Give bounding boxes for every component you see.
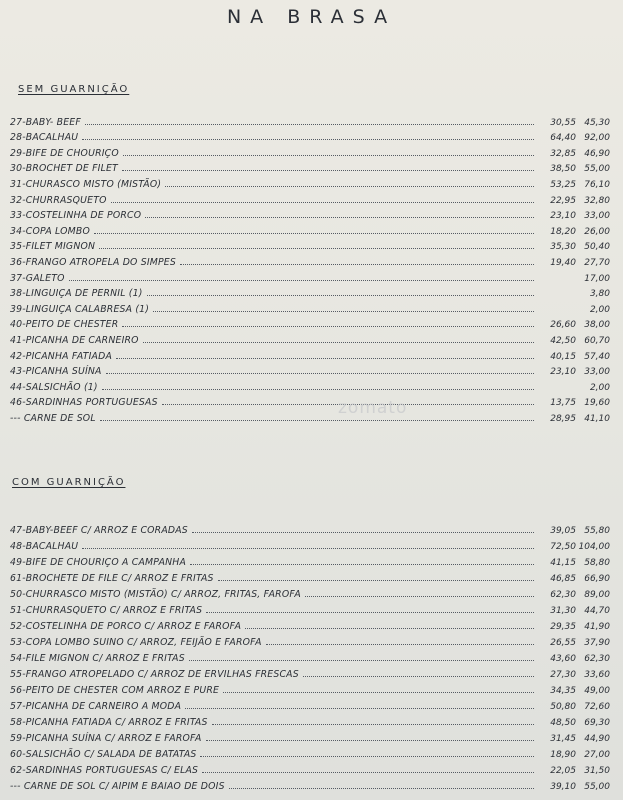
menu-item-price-half: 35,30	[550, 242, 576, 253]
menu-item-price-full: 57,40	[584, 351, 610, 362]
menu-item-price-half: 53,25	[550, 179, 576, 190]
dot-leader	[122, 169, 534, 171]
menu-item-price-full: 92,00	[584, 133, 610, 144]
menu-item-price-half: 72,50	[550, 542, 576, 552]
menu-item	[10, 315, 610, 331]
dot-leader	[116, 357, 534, 359]
menu-item-price-half: 26,60	[550, 320, 576, 331]
menu-item-price-half: 43,60	[550, 654, 576, 664]
dot-leader	[206, 739, 534, 741]
menu-item-name: 40-PEITO DE CHESTER	[10, 319, 119, 331]
dot-leader	[180, 263, 534, 265]
menu-item-price-half: 30,55	[550, 117, 576, 128]
menu-item	[10, 112, 610, 128]
menu-item	[10, 159, 610, 175]
menu-item-price-full: 38,00	[584, 320, 610, 331]
dot-leader	[212, 723, 534, 725]
menu-item	[10, 408, 610, 424]
menu-item-price-full: 62,30	[584, 654, 610, 664]
menu-item-price-full: 27,70	[584, 257, 610, 268]
menu-item-price-full: 33,60	[584, 670, 610, 680]
menu-item	[10, 568, 610, 584]
menu-item-name: 61-BROCHETE DE FILE C/ ARROZ E FRITAS	[10, 573, 214, 584]
menu-item-price-half: 28,95	[550, 413, 576, 424]
menu-item-price-full: 44,70	[584, 606, 610, 616]
menu-item	[10, 632, 610, 648]
menu-item-price-half: 31,30	[550, 606, 576, 616]
menu-item-price-full: 58,80	[584, 558, 610, 568]
menu-item-price-full: 41,90	[584, 622, 610, 632]
menu-item-price-half: 23,10	[550, 211, 576, 222]
menu-item-name: 55-FRANGO ATROPELADO C/ ARROZ DE ERVILHAS FRESCAS	[10, 669, 299, 680]
menu-item	[10, 330, 610, 346]
menu-item-name: 51-CHURRASQUETO C/ ARROZ E FRITAS	[10, 605, 203, 616]
menu-title: NA BRASA	[226, 6, 397, 28]
dot-leader	[85, 123, 534, 125]
menu-item-name: --- CARNE DE SOL C/ AIPIM E BAIAO DE DOIS	[10, 781, 225, 792]
menu-item	[10, 760, 610, 776]
menu-item-price-half: 42,50	[550, 335, 576, 346]
menu-item	[10, 776, 610, 792]
dot-leader	[94, 232, 534, 234]
menu-item	[10, 190, 610, 206]
menu-item	[10, 174, 610, 190]
dot-leader	[229, 787, 534, 789]
dot-leader	[266, 643, 534, 645]
menu-item-name: 50-CHURRASCO MISTO (MISTÃO) C/ ARROZ, FRITAS, FAROFA	[10, 589, 301, 600]
dot-leader	[123, 154, 534, 156]
menu-item-price-full: 46,90	[584, 148, 610, 159]
menu-item-price-full: 27,00	[584, 750, 610, 760]
menu-item-price-half: 13,75	[550, 398, 576, 409]
menu-list-sem-guarnicao	[10, 112, 610, 424]
menu-item-name: 52-COSTELINHA DE PORCO C/ ARROZ E FAROFA	[10, 621, 242, 632]
menu-item-price-half: 27,30	[550, 670, 576, 680]
menu-item-name: 60-SALSICHÃO C/ SALADA DE BATATAS	[10, 749, 197, 760]
menu-item-name: 44-SALSICHÃO (1)	[10, 381, 98, 393]
dot-leader	[143, 341, 534, 343]
menu-item-price-full: 60,70	[584, 335, 610, 346]
menu-item-name: 30-BROCHET DE FILET	[10, 163, 118, 175]
dot-leader	[192, 531, 534, 533]
menu-item-price-half: 18,20	[550, 226, 576, 237]
menu-item-name: 49-BIFE DE CHOURIÇO A CAMPANHA	[10, 557, 187, 568]
menu-item-price-half: 19,40	[550, 257, 576, 268]
menu-item	[10, 728, 610, 744]
menu-item	[10, 268, 610, 284]
menu-item	[10, 680, 610, 696]
menu-item-price-half: 22,05	[550, 766, 576, 776]
menu-item	[10, 393, 610, 409]
menu-item-price-half: 50,80	[550, 702, 576, 712]
menu-item-price-half: 34,35	[550, 686, 576, 696]
menu-item-name: 59-PICANHA SUÍNA C/ ARROZ E FAROFA	[10, 733, 202, 744]
menu-item-name: 32-CHURRASQUETO	[10, 194, 107, 206]
menu-item-name: 62-SARDINHAS PORTUGUESAS C/ ELAS	[10, 765, 199, 776]
menu-item-name: --- CARNE DE SOL	[10, 412, 96, 424]
menu-item-name: 28-BACALHAU	[10, 132, 79, 144]
menu-item-price-full: 33,00	[584, 211, 610, 222]
menu-item-name: 43-PICANHA SUÍNA	[10, 366, 102, 378]
menu-item-name: 54-FILE MIGNON C/ ARROZ E FRITAS	[10, 653, 185, 664]
menu-item	[10, 696, 610, 712]
menu-item-name: 58-PICANHA FATIADA C/ ARROZ E FRITAS	[10, 717, 208, 728]
menu-item	[10, 648, 610, 664]
menu-item-price-full: 44,90	[584, 734, 610, 744]
menu-item-price-full: 17,00	[584, 273, 610, 284]
menu-item-price-half: 62,30	[550, 590, 576, 600]
menu-item-name: 29-BIFE DE CHOURIÇO	[10, 147, 119, 159]
menu-item-price-half: 18,90	[550, 750, 576, 760]
menu-item-price-full: 69,30	[584, 718, 610, 728]
menu-item-name: 48-BACALHAU	[10, 541, 79, 552]
dot-leader	[165, 185, 534, 187]
menu-item	[10, 377, 610, 393]
menu-item-price-half: 39,05	[550, 526, 576, 536]
menu-item	[10, 552, 610, 568]
watermark: zomato	[338, 398, 408, 418]
menu-item-name: 53-COPA LOMBO SUINO C/ ARROZ, FEIJÃO E FAROFA	[10, 637, 262, 648]
menu-item-price-half: 41,15	[550, 558, 576, 568]
menu-item	[10, 616, 610, 632]
menu-item-name: 42-PICANHA FATIADA	[10, 350, 113, 362]
dot-leader	[69, 279, 534, 281]
menu-item-name: 27-BABY- BEEF	[10, 116, 81, 128]
menu-item-price-half: 40,15	[550, 351, 576, 362]
menu-item-price-half: 26,55	[550, 638, 576, 648]
menu-item-price-half: 32,85	[550, 148, 576, 159]
menu-item-price-full: 50,40	[584, 242, 610, 253]
menu-item-price-half: 38,50	[550, 164, 576, 175]
dot-leader	[153, 310, 534, 312]
menu-item	[10, 536, 610, 552]
menu-item-name: 46-SARDINHAS PORTUGUESAS	[10, 397, 158, 409]
dot-leader	[99, 247, 534, 249]
dot-leader	[82, 547, 534, 549]
menu-item-price-half: 22,95	[550, 195, 576, 206]
menu-item-name: 57-PICANHA DE CARNEIRO A MODA	[10, 701, 182, 712]
dot-leader	[200, 755, 534, 757]
menu-item-price-full: 89,00	[584, 590, 610, 600]
menu-item-price-half: 48,50	[550, 718, 576, 728]
menu-item	[10, 206, 610, 222]
menu-item-price-full: 55,00	[584, 164, 610, 175]
dot-leader	[100, 419, 534, 421]
menu-item-price-half: 23,10	[550, 367, 576, 378]
menu-item-price-full: 72,60	[584, 702, 610, 712]
menu-item	[10, 584, 610, 600]
menu-item-name: 31-CHURASCO MISTO (MISTÃO)	[10, 178, 162, 190]
menu-item-price-half: 64,40	[550, 133, 576, 144]
menu-item	[10, 520, 610, 536]
section-heading-sem-guarnicao: SEM GUARNIÇÃO	[18, 84, 130, 95]
dot-leader	[206, 611, 534, 613]
menu-item-price-full: 26,00	[584, 226, 610, 237]
menu-item	[10, 600, 610, 616]
menu-item-price-half: 29,35	[550, 622, 576, 632]
menu-item	[10, 143, 610, 159]
menu-item-price-half: 39,10	[550, 782, 576, 792]
menu-item-price-full: 2,00	[589, 382, 610, 393]
dot-leader	[185, 707, 534, 709]
menu-item-name: 41-PICANHA DE CARNEIRO	[10, 334, 139, 346]
menu-item-name: 33-COSTELINHA DE PORCO	[10, 210, 142, 222]
menu-item	[10, 284, 610, 300]
dot-leader	[303, 675, 534, 677]
menu-item-price-half: 46,85	[550, 574, 576, 584]
dot-leader	[147, 294, 534, 296]
menu-item-price-full: 49,00	[584, 686, 610, 696]
menu-item-price-full: 3,80	[589, 289, 610, 300]
dot-leader	[82, 138, 534, 140]
menu-item-price-full: 33,00	[584, 367, 610, 378]
menu-item-name: 39-LINGUIÇA CALABRESA (1)	[10, 303, 150, 315]
dot-leader	[122, 325, 534, 327]
menu-item	[10, 252, 610, 268]
section-heading-com-guarnicao: COM GUARNIÇÃO	[12, 477, 126, 488]
menu-item-price-full: 32,80	[584, 195, 610, 206]
menu-item-price-full: 37,90	[584, 638, 610, 648]
dot-leader	[102, 388, 534, 390]
menu-item-name: 35-FILET MIGNON	[10, 241, 96, 253]
menu-item-name: 56-PEITO DE CHESTER COM ARROZ E PURE	[10, 685, 220, 696]
menu-item-price-full: 55,80	[584, 526, 610, 536]
dot-leader	[245, 627, 534, 629]
menu-item	[10, 712, 610, 728]
menu-item-name: 36-FRANGO ATROPELA DO SIMPES	[10, 256, 176, 268]
menu-item-name: 38-LINGUIÇA DE PERNIL (1)	[10, 288, 143, 300]
menu-item-price-half: 31,45	[550, 734, 576, 744]
dot-leader	[202, 771, 534, 773]
menu-item-price-full: 31,50	[584, 766, 610, 776]
dot-leader	[305, 595, 534, 597]
dot-leader	[190, 563, 534, 565]
dot-leader	[223, 691, 534, 693]
menu-list-com-guarnicao	[10, 520, 610, 792]
menu-item-price-full: 2,00	[589, 304, 610, 315]
dot-leader	[218, 579, 534, 581]
menu-item-name: 47-BABY-BEEF C/ ARROZ E CORADAS	[10, 525, 188, 536]
dot-leader	[111, 201, 534, 203]
menu-item	[10, 346, 610, 362]
menu-item	[10, 237, 610, 253]
dot-leader	[106, 372, 534, 374]
menu-item	[10, 362, 610, 378]
menu-item-name: 34-COPA LOMBO	[10, 225, 90, 237]
menu-item-price-full: 66,90	[584, 574, 610, 584]
menu-item	[10, 128, 610, 144]
menu-item	[10, 664, 610, 680]
dot-leader	[189, 659, 534, 661]
menu-item	[10, 221, 610, 237]
menu-item	[10, 299, 610, 315]
menu-item-price-full: 104,00	[578, 542, 610, 552]
menu-item-price-full: 55,00	[584, 782, 610, 792]
menu-item-price-full: 41,10	[584, 413, 610, 424]
menu-item-name: 37-GALETO	[10, 272, 65, 284]
menu-item-price-full: 19,60	[584, 398, 610, 409]
menu-item-price-full: 76,10	[584, 179, 610, 190]
dot-leader	[145, 216, 534, 218]
menu-item-price-full: 45,30	[584, 117, 610, 128]
menu-item	[10, 744, 610, 760]
